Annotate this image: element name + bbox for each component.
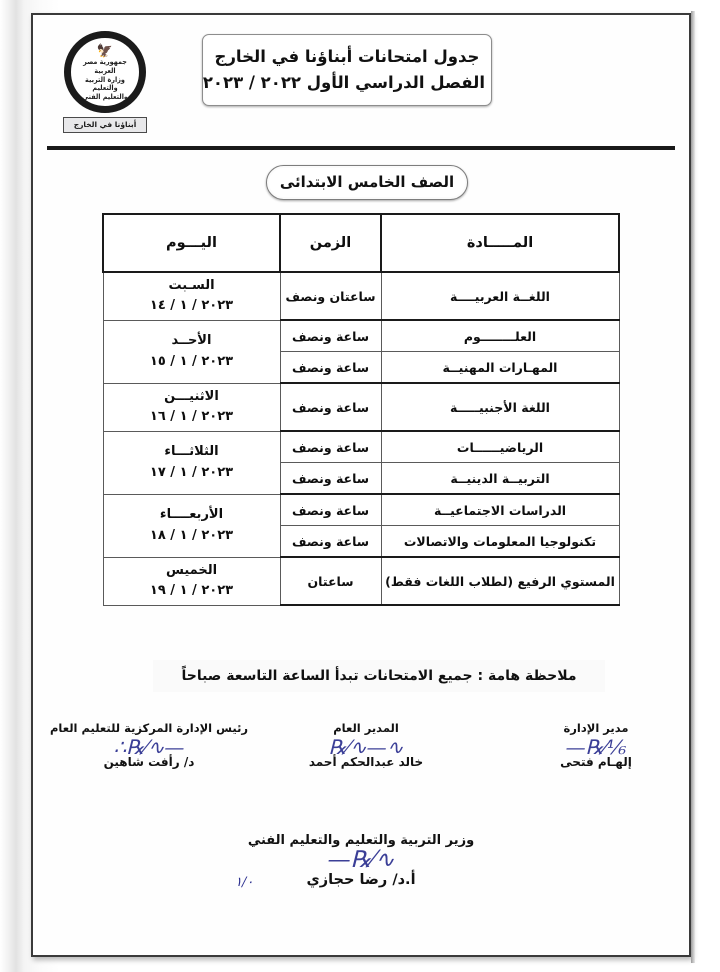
eagle-icon: 🦅 [96,44,114,59]
cell-day [103,494,280,557]
minister-title: وزير التربية والتعليم والتعليم الفني [247,833,475,848]
document-title-box [202,34,492,106]
signature-row [33,721,689,791]
cell-time: ساعة ونصف [280,320,381,352]
minister-date-mark: ١/٠ [235,875,254,890]
cell-subject: اللغــة العربيــــة [381,272,619,320]
cell-time: ساعة ونصف [280,383,381,431]
cell-subject: الرياضيــــــات [381,431,619,463]
table-row [103,383,619,431]
handwritten-signature-mark: ∿—∿⁄℞ [328,735,404,759]
exam-schedule-table-wrapper [104,213,620,606]
day-name: الخميس [165,562,218,578]
emblem-script-line-3: والتعليم الفني [82,93,128,101]
day-date: ٢٠٢٣ / ١ / ١٤ [149,298,234,314]
emblem-script-line-2: وزارة التربية والتعليم [85,75,125,93]
table-row [103,494,619,526]
document-page [31,13,691,957]
cell-time: ساعة ونصف [280,352,381,384]
day-date: ٢٠٢٣ / ١ / ١٨ [149,527,234,543]
signature-name: إلهـام فتحى [560,755,632,769]
cell-time: ساعة ونصف [280,526,381,558]
handwritten-signature-mark: —∿⁄℞∴ [113,735,185,759]
signature-block-central-head [49,721,249,769]
table-header-row [103,214,619,272]
cell-day [103,557,280,605]
emblem-banner: أبناؤنا في الخارج [63,117,147,133]
ministry-emblem [57,31,153,127]
emblem-script [74,58,137,102]
signature-block-general-manager [271,721,461,769]
table-body [103,272,619,605]
signature-block-director [521,721,671,769]
cell-subject: المستوي الرفيع (لطلاب اللغات فقط) [381,557,619,605]
cell-subject: التربيــة الدينيــة [381,463,619,495]
signature-name: خالد عبدالحكم أحمد [308,755,424,769]
cell-subject: المهـارات المهنيــة [381,352,619,384]
day-name: الأربعــــاء [159,507,224,523]
table-row [103,272,619,320]
signature-name: د/ رأفت شاهين [103,755,195,769]
exam-schedule-table [102,213,620,606]
document-header [33,15,689,135]
document-title-line-1: جدول امتحانات أبناؤنا في الخارج [214,47,480,66]
cell-day [103,320,280,383]
table-row [103,557,619,605]
important-note: ملاحظة هامة : جميع الامتحانات تبدأ الساعة التاسعة صباحاً [153,660,605,692]
day-date: ٢٠٢٣ / ١ / ١٧ [149,464,234,480]
table-row [103,320,619,352]
day-date: ٢٠٢٣ / ١ / ١٦ [149,409,234,424]
cell-time: ساعة ونصف [280,431,381,463]
emblem-script-line-1: جمهورية مصر العربية [83,58,127,75]
day-name: الاثنيـــن [164,388,219,404]
signature-title: المدير العام [333,721,399,735]
minister-signature-block [211,833,511,888]
table-row [103,431,619,463]
document-title-line-2: الفصل الدراسي الأول ٢٠٢٢ / ٢٠٢٣ [202,72,485,92]
cell-time: ساعتان ونصف [280,272,381,320]
column-header-day: اليـــوم [103,214,280,272]
header-divider [47,146,675,150]
cell-time: ساعتان [280,557,381,605]
cell-day [103,431,280,494]
day-date: ٢٠٢٣ / ١ / ١٥ [149,353,234,369]
signature-title: رئيس الإدارة المركزية للتعليم العام [49,721,249,735]
day-name: الأحــد [171,333,212,349]
cell-time: ساعة ونصف [280,494,381,526]
day-date: ٢٠٢٣ / ١ / ١٩ [149,583,234,598]
cell-day [103,383,280,431]
handwritten-signature-mark: ∿⁄℞— [327,847,395,873]
cell-subject: الدراسات الاجتماعيــة [381,494,619,526]
day-name: الثلاثـــاء [164,444,219,460]
cell-subject: العلــــــــوم [381,320,619,352]
minister-name: أ.د/ رضا حجازي [306,872,416,888]
cell-subject: تكنولوجيا المعلومات والاتصالات [381,526,619,558]
cell-subject: اللغة الأجنبيـــــة [381,383,619,431]
day-name: السـبت [168,278,215,294]
emblem-disc-icon [64,31,146,113]
signature-title: مدير الإدارة [563,721,629,735]
column-header-subject: المـــــادة [381,214,619,272]
handwritten-signature-mark: ⅙⁄℞— [565,735,627,759]
cell-time: ساعة ونصف [280,463,381,495]
column-header-time: الزمن [280,214,381,272]
cell-day [103,272,280,320]
grade-title: الصف الخامس الابتدائى [266,165,468,200]
